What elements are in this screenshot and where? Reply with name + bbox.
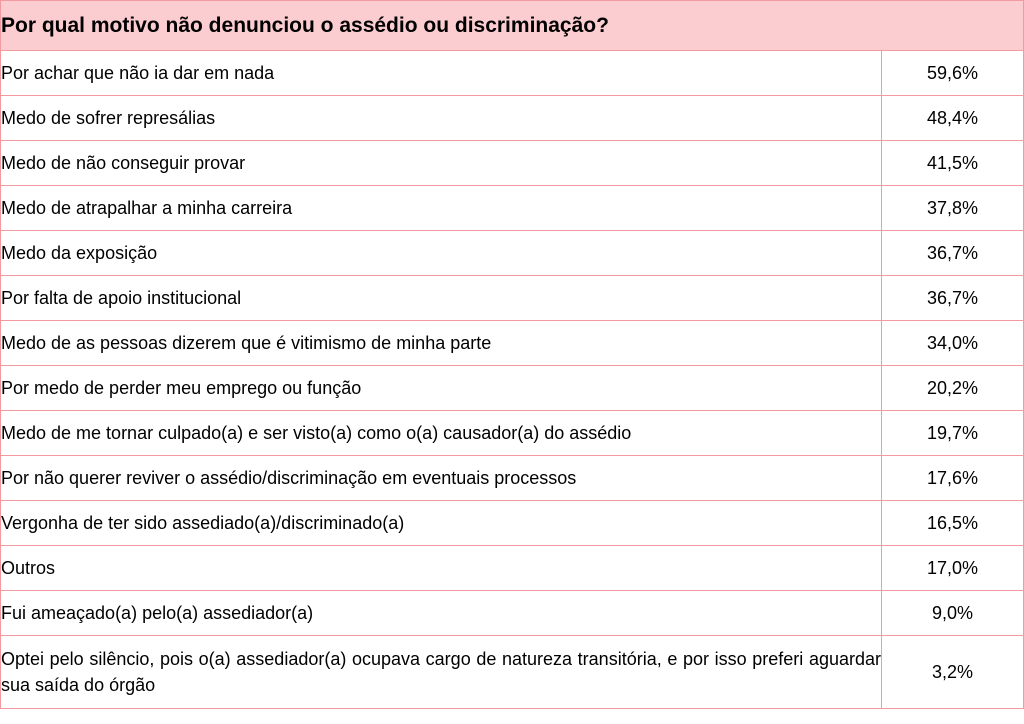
reason-label: Medo de sofrer represálias xyxy=(1,96,882,141)
reason-label: Medo de as pessoas dizerem que é vitimismo de minha parte xyxy=(1,321,882,366)
percentage-value: 17,0% xyxy=(882,546,1024,591)
percentage-value: 59,6% xyxy=(882,51,1024,96)
percentage-value: 36,7% xyxy=(882,276,1024,321)
table-row xyxy=(1,231,1024,276)
percentage-value: 48,4% xyxy=(882,96,1024,141)
reason-label: Fui ameaçado(a) pelo(a) assediador(a) xyxy=(1,591,882,636)
table-row xyxy=(1,51,1024,96)
percentage-value: 34,0% xyxy=(882,321,1024,366)
table-row xyxy=(1,411,1024,456)
percentage-value: 37,8% xyxy=(882,186,1024,231)
percentage-value: 16,5% xyxy=(882,501,1024,546)
table-row xyxy=(1,366,1024,411)
reason-label: Medo de não conseguir provar xyxy=(1,141,882,186)
table-row xyxy=(1,186,1024,231)
table-row xyxy=(1,321,1024,366)
table-row xyxy=(1,546,1024,591)
reason-label: Por falta de apoio institucional xyxy=(1,276,882,321)
reason-label: Por não querer reviver o assédio/discriminação em eventuais processos xyxy=(1,456,882,501)
table-row xyxy=(1,141,1024,186)
percentage-value: 36,7% xyxy=(882,231,1024,276)
table-row xyxy=(1,501,1024,546)
reason-label: Medo de me tornar culpado(a) e ser visto(a) como o(a) causador(a) do assédio xyxy=(1,411,882,456)
percentage-value: 41,5% xyxy=(882,141,1024,186)
reason-label: Outros xyxy=(1,546,882,591)
percentage-value: 9,0% xyxy=(882,591,1024,636)
title-row xyxy=(1,1,1024,51)
reason-label: Medo de atrapalhar a minha carreira xyxy=(1,186,882,231)
table-row xyxy=(1,591,1024,636)
reason-label: Por achar que não ia dar em nada xyxy=(1,51,882,96)
percentage-value: 20,2% xyxy=(882,366,1024,411)
reason-label: Medo da exposição xyxy=(1,231,882,276)
reason-label: Vergonha de ter sido assediado(a)/discriminado(a) xyxy=(1,501,882,546)
percentage-value: 19,7% xyxy=(882,411,1024,456)
percentage-value: 3,2% xyxy=(882,636,1024,709)
table-row xyxy=(1,636,1024,709)
reason-label: Por medo de perder meu emprego ou função xyxy=(1,366,882,411)
table-row xyxy=(1,456,1024,501)
table-title: Por qual motivo não denunciou o assédio ou discriminação? xyxy=(1,1,1024,51)
reason-label: Optei pelo silêncio, pois o(a) assediador(a) ocupava cargo de natureza transitória, e por isso preferi aguardar sua saída do órgão xyxy=(1,636,882,709)
percentage-value: 17,6% xyxy=(882,456,1024,501)
table-row xyxy=(1,96,1024,141)
table-row xyxy=(1,276,1024,321)
